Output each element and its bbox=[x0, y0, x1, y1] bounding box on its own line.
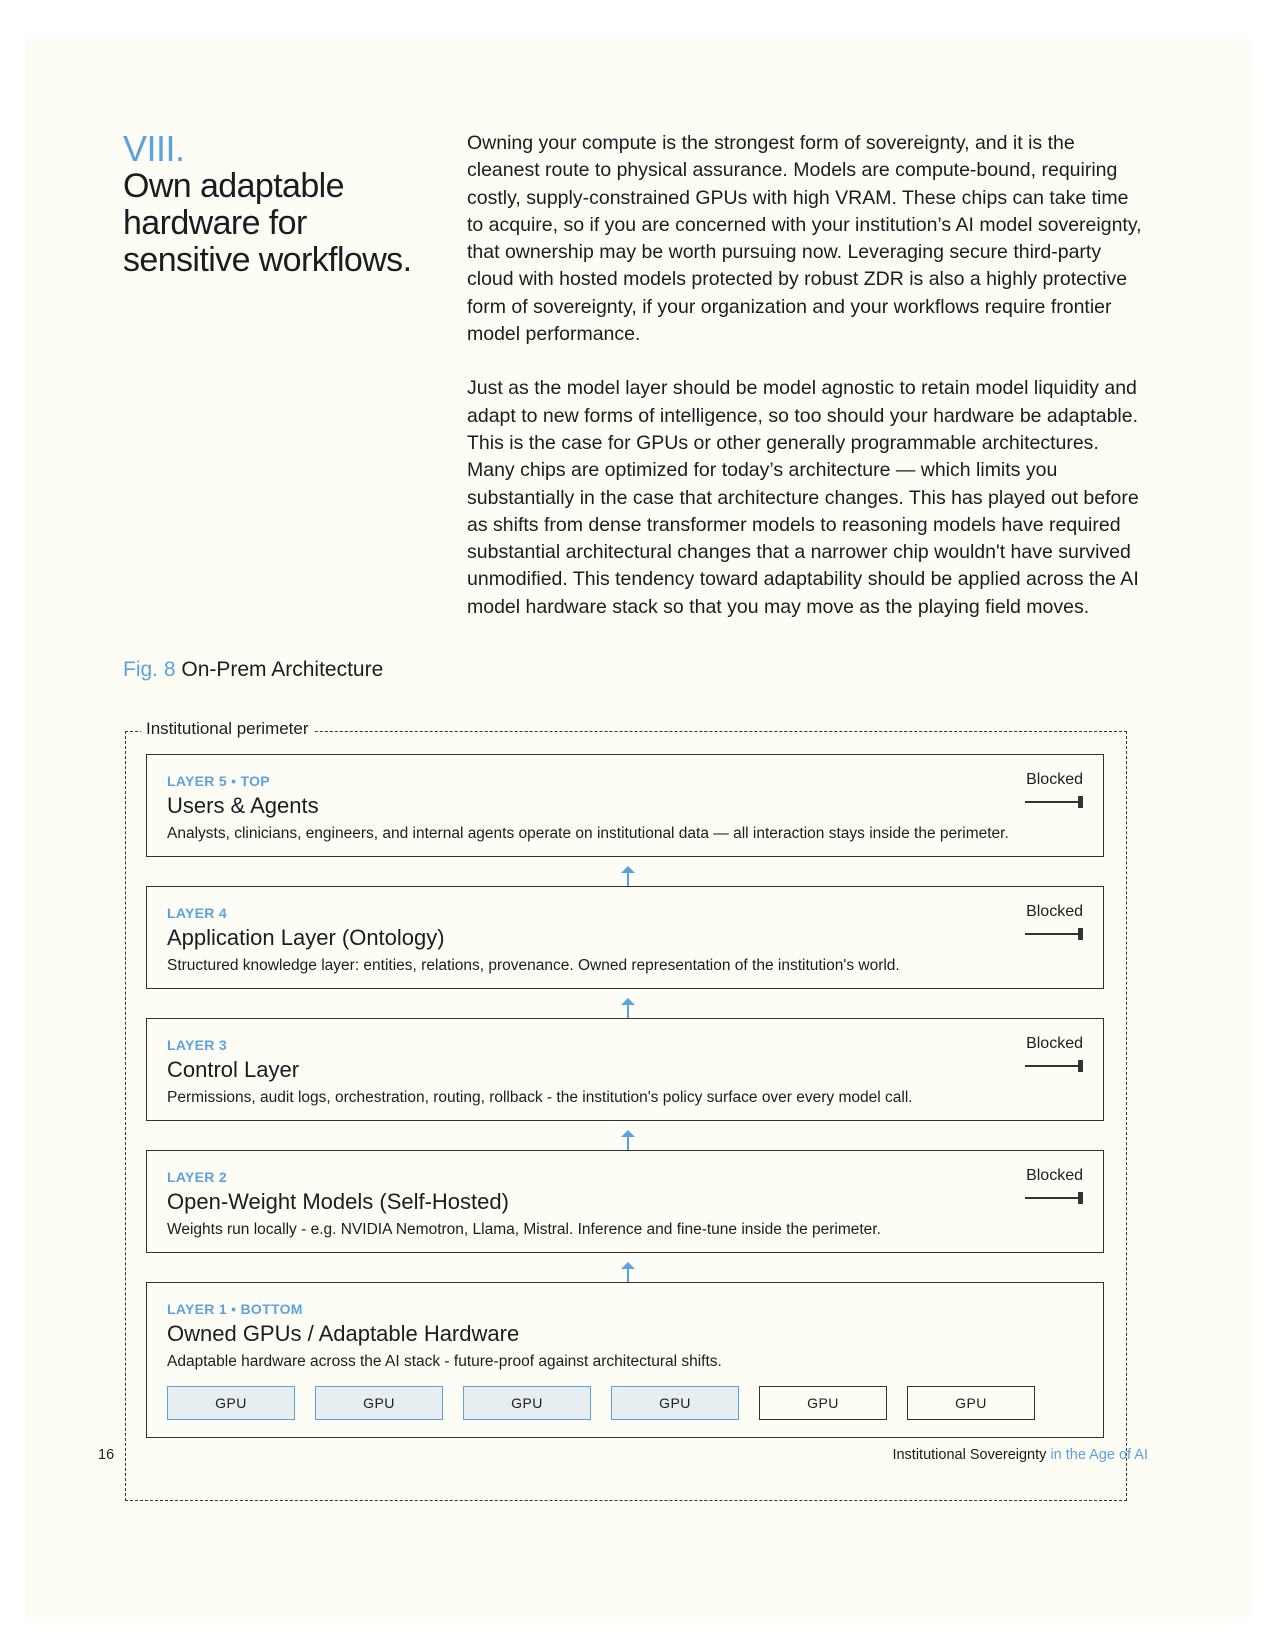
layer-description: Adaptable hardware across the AI stack - future-proof against architectural shifts. bbox=[167, 1353, 722, 1370]
page bbox=[25, 38, 1250, 1618]
layer-description: Weights run locally - e.g. NVIDIA Nemotron, Llama, Mistral. Inference and fine-tune inside the perimeter. bbox=[167, 1221, 881, 1238]
section-number: VIII. bbox=[123, 128, 185, 169]
blocked-label: Blocked bbox=[1026, 903, 1083, 920]
blocked-indicator bbox=[1003, 1035, 1083, 1053]
figure-number: Fig. 8 bbox=[123, 658, 176, 681]
blocked-bar-icon bbox=[1078, 928, 1083, 940]
gpu-owned: GPU bbox=[167, 1386, 295, 1420]
body-text bbox=[467, 130, 1147, 621]
layer-title: Owned GPUs / Adaptable Hardware bbox=[167, 1321, 520, 1346]
gpu-owned: GPU bbox=[611, 1386, 739, 1420]
layer-tag: LAYER 2 bbox=[167, 1169, 227, 1185]
blocked-line-icon bbox=[1025, 1197, 1081, 1199]
layer-description: Permissions, audit logs, orchestration, routing, rollback - the institution's policy surface over every model call. bbox=[167, 1089, 913, 1106]
layer-tag: LAYER 4 bbox=[167, 905, 227, 921]
figure-caption bbox=[123, 658, 383, 682]
gpu-row bbox=[167, 1386, 1035, 1420]
figure-title: On-Prem Architecture bbox=[181, 658, 384, 681]
blocked-label: Blocked bbox=[1026, 1167, 1083, 1184]
section-heading: Own adaptable hardware for sensitive workflows. bbox=[123, 167, 412, 279]
arrow-up-icon bbox=[621, 998, 635, 1018]
body-paragraph: Owning your compute is the strongest form of sovereignty, and it is the cleanest route to physical assurance. Models are compute-bound, requiring costly, supply-constrained GPUs with high VRAM. These chips can take time to acquire, so if you are concerned with your institution’s AI model sovereignty, that ownership may be worth pursuing now. Leveraging secure third-party cloud with hosted models protected by robust ZDR is also a highly protective form of sovereignty, if your organization and your workflows require frontier model performance. bbox=[467, 132, 1142, 346]
layer-title: Open-Weight Models (Self-Hosted) bbox=[167, 1189, 509, 1214]
page-number: 16 bbox=[98, 1447, 115, 1463]
layer-title: Application Layer (Ontology) bbox=[167, 925, 445, 950]
layer-title: Control Layer bbox=[167, 1057, 300, 1082]
gpu-available: GPU bbox=[759, 1386, 887, 1420]
layer-1-box bbox=[146, 1282, 1104, 1438]
layer-3-box bbox=[146, 1018, 1104, 1121]
blocked-label: Blocked bbox=[1026, 1035, 1083, 1052]
gpu-owned: GPU bbox=[315, 1386, 443, 1420]
layer-5-box bbox=[146, 754, 1104, 857]
perimeter-label: Institutional perimeter bbox=[141, 719, 314, 739]
blocked-label: Blocked bbox=[1026, 771, 1083, 788]
layer-tag: LAYER 5 • TOP bbox=[167, 773, 270, 789]
blocked-line-icon bbox=[1025, 801, 1081, 803]
blocked-indicator bbox=[1003, 771, 1083, 789]
footer-title bbox=[892, 1447, 1148, 1463]
layer-description: Analysts, clinicians, engineers, and internal agents operate on institutional data — all interaction stays inside the perimeter. bbox=[167, 825, 1009, 842]
blocked-indicator bbox=[1003, 903, 1083, 921]
arrow-up-icon bbox=[621, 1130, 635, 1150]
layer-title: Users & Agents bbox=[167, 793, 319, 818]
layer-description: Structured knowledge layer: entities, relations, provenance. Owned representation of the institution's world. bbox=[167, 957, 900, 974]
footer-title-main: Institutional Sovereignty bbox=[892, 1447, 1047, 1463]
layer-4-box bbox=[146, 886, 1104, 989]
body-paragraph: Just as the model layer should be model agnostic to retain model liquidity and adapt to new forms of intelligence, so too should your hardware be adaptable. This is the case for GPUs or other generally programmable architectures. Many chips are optimized for today’s architecture — which limits you substantially in the case that architecture changes. This has played out before as shifts from dense transformer models to reasoning models have required substantial architectural changes that a narrower chip wouldn't have survived unmodified. This tendency toward adaptability should be applied across the AI model hardware stack so that you may move as the playing field moves. bbox=[467, 377, 1139, 618]
gpu-available: GPU bbox=[907, 1386, 1035, 1420]
blocked-indicator bbox=[1003, 1167, 1083, 1185]
layer-tag: LAYER 3 bbox=[167, 1037, 227, 1053]
blocked-bar-icon bbox=[1078, 796, 1083, 808]
footer-title-accent: in the Age of AI bbox=[1050, 1447, 1148, 1463]
arrow-up-icon bbox=[621, 1262, 635, 1282]
institutional-perimeter bbox=[125, 719, 1127, 1501]
blocked-line-icon bbox=[1025, 1065, 1081, 1067]
gpu-owned: GPU bbox=[463, 1386, 591, 1420]
layer-2-box bbox=[146, 1150, 1104, 1253]
arrow-up-icon bbox=[621, 866, 635, 886]
layer-tag: LAYER 1 • BOTTOM bbox=[167, 1301, 303, 1317]
blocked-bar-icon bbox=[1078, 1060, 1083, 1072]
blocked-line-icon bbox=[1025, 933, 1081, 935]
blocked-bar-icon bbox=[1078, 1192, 1083, 1204]
